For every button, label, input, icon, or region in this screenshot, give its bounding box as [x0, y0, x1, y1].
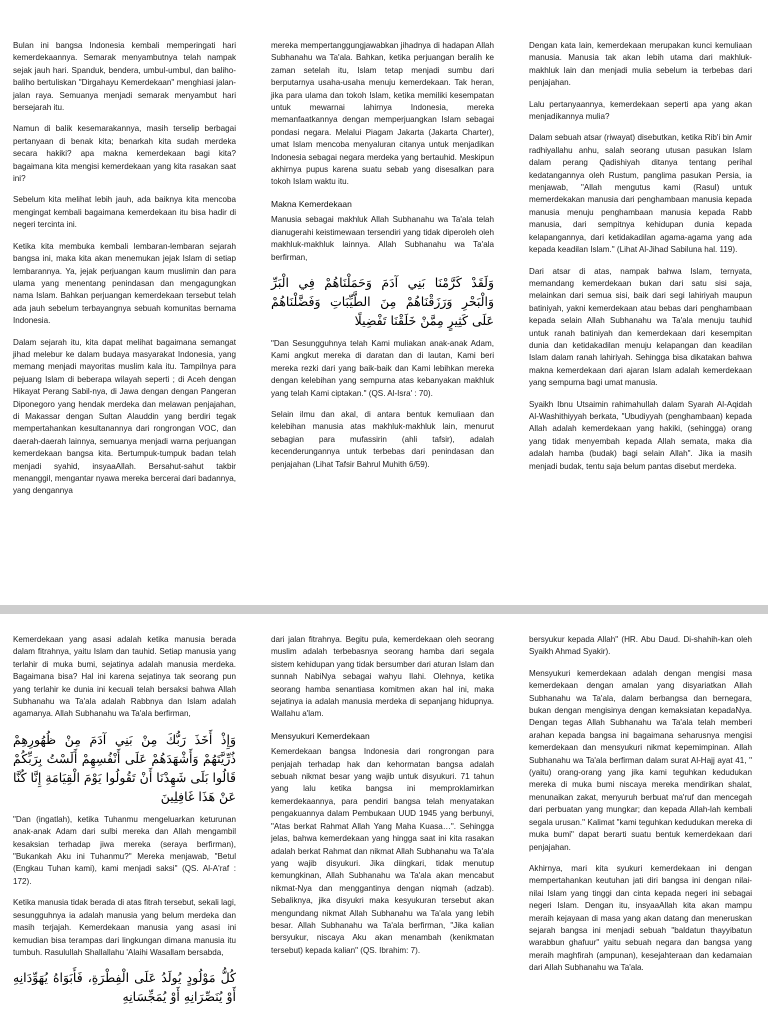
arabic-hadith: كُلُّ مَوْلُودٍ يُولَدُ عَلَى الْفِطْرَةِ، فَأَبَوَاهُ يُهَوِّدَانِهِ أَوْ يُنَصِّرَانِهِ أَوْ يُمَجِّسَانِهِ: [13, 970, 236, 1005]
text-column-2: [271, 634, 494, 966]
paragraph: Manusia sebagai makhluk Allah Subhanahu wa Ta'ala telah dianugerahi keistimewaan tersendiri yang tidak diperoleh oleh makhluk-makhluk lainnya. Allah Subhanahu wa Ta'ala berfirman,: [271, 215, 494, 262]
paragraph: Akhirnya, mari kita syukuri kemerdekaan ini dengan mempertahankan keutuhan jati diri bangsa ini dengan nilai-nilai Islam yang tinggi dan cinta kepada negeri ini sebagai negeri Islam. Dengan itu, insyaaAllah kita akan mampu meraih kejayaan di masa yang akan datang dan meneruskan sejarah bangsa ini menjadi sebuah "baldatun thayyibatun warabbun ghafuur" yaitu sebuah negara dan bangsa yang meraih maghfirah (ampunan), kesejahteraan dan kedamaian dari Allah Subhanahu wa Ta'ala.: [529, 863, 752, 973]
text-column-3: [529, 634, 752, 984]
paragraph: Dengan kata lain, kemerdekaan merupakan kunci kemuliaan manusia. Manusia tak akan lebih utama dari makhluk-makhluk lain dan menjadi mulia sebelum ia terbebas dari penjajahan.: [529, 41, 752, 88]
paragraph: Ketika kita membuka kembali lembaran-lembaran sejarah bangsa ini, maka kita akan menemukan jejak Islam di setiap lembarannya. Ya, jejak perjuangan kaum muslimin dan para ulama yang menentang penindasan dan mengagungkan nama Islam. Bahkan perjuangan kemerdekaan tersebut telah ada jauh sebelum terbayangnya sebuah komunitas bernama Indonesia.: [13, 241, 236, 326]
text-column-3: [529, 40, 752, 482]
text-column-2: [271, 40, 494, 480]
paragraph: Dari atsar di atas, nampak bahwa Islam, ternyata, memandang kemerdekaan bukan dari satu sisi saja, melainkan dari semua sisi, baik dari segi lahiriyah maupun batiniyah, yakni kemerdekaan atau bebas dari penghambaan kepada selain Allah Subhanahu wa Ta'ala menuju tauhid untuk ranah batiniyah dan kemerdekaan dari kesempitan dunia dan ketidakadilan menuju kelapangan dan keadilan Islam dalam ranah lahiriyah. Sehingga bisa dikatakan bahwa makna kemerdekaan dari ajaran Islam adalah kemerdekaan yang sempurna bagi umat manusia.: [529, 266, 752, 388]
paragraph: bersyukur kepada Allah" (HR. Abu Daud. Di-shahih-kan oleh Syaikh Ahmad Syakir).: [529, 635, 752, 657]
text-column-1: [13, 634, 236, 1014]
paragraph: Syaikh Ibnu Utsaimin rahimahullah dalam Syarah Al-Aqidah Al-Washithiyyah berkata, "Ubudiyyah (penghambaan) kepada Allah adalah kemerdekaan yang hakiki, (sehingga) orang yang tidak menyembah kepada Allah semata, maka dia adalah hamba (budak) bagi selain Allah". Jika ia masih menjadi budak, tentu saja belum pantas disebut merdeka.: [529, 399, 752, 471]
paragraph: Namun di balik kesemarakannya, masih terselip berbagai pertanyaan di benak kita; benarkah kita sudah merdeka secara hakiki? apa makna kemerdekaan bagi kita? bagaimana kita mengisi kemerdekaan yang kita rasakan saat ini?: [13, 124, 236, 184]
paragraph: Mensyukuri kemerdekaan adalah dengan mengisi masa kemerdekaan dengan amalan yang disyariatkan Allah Subhanahu wa Ta'ala, dalam berbangsa dan bernegara, bukan dengan mengisinya dengan kemaksiatan kepadaNya. Dengan tegas Allah Subhanahu wa Ta'ala telah memberi arahan kepada bangsa ini bagaimana seharusnya mengisi kemerdekaan dan mensyukuri nikmat kepemimpinan. Allah Subhanahu wa Ta'ala berfirman dalam surat Al-Hajj ayat 41, "(yaitu) orang-orang yang jika kami teguhkan kedudukan mereka di muka bumi niscaya mereka mendirikan shalat, menunaikan zakat, menyuruh berbuat ma'ruf dan mencegah dari perbuatan yang mungkar; dan kepada Allah-lah kembali segala urusan." Kalimat "kami teguhkan kedudukan mereka di muka bumi" dapat berarti suatu bentuk kemerdekaan dari penjajahan.: [529, 668, 752, 852]
paragraph: Dalam sejarah itu, kita dapat melihat bagaimana semangat jihad melebur ke dalam budaya masyarakat Indonesia, yang memang menjadi mayoritas muslim kala itu. Tampilnya para pejuang Islam di beberapa wilayah seperti ; di Aceh dengan Hikayat Perang Sabil-nya, di Jawa dengan dengan Pangeran Diponegoro yang hendak merdeka dan melawan penjajahan, di Makassar dengan Sultan Alauddin yang berdiri tegak mempertahankan kesultanannya dari rongrongan VOC, dan daerah-daerah lainnya, semuanya menjadi warna perjuangan kemerdekaan bangsa kita. Bertumpuk-tumpuk badan telah menjadi syahid, insyaaAllah. Bersahut-sahut takbir menanggil, mengantar nyawa mereka bercerai dari badannya, yang dengannya: [13, 337, 236, 496]
paragraph: Selain ilmu dan akal, di antara bentuk kemuliaan dan kelebihan manusia atas makhluk-makhluk lain, menurut sebagian para mufassirin (ahli tafsir), adalah kecenderungannya untuk terbebas dari penindasan dan penjajahan (Lihat Tafsir Bahrul Muhith 6/59).: [271, 409, 494, 469]
paragraph: Ketika manusia tidak berada di atas fitrah tersebut, sekali lagi, sesungguhnya ia adalah manusia yang belum merdeka dan masih terjajah. Kemerdekaan manusia yang asasi ini kemudian bisa terampas dari lingkungan dimana manusia itu tumbuh. Rasulullah Shallallahu 'Alaihi Wasallam bersabda,: [13, 898, 236, 957]
paragraph: Sebelum kita melihat lebih jauh, ada baiknya kita mencoba mengingat kembali bagaimana kemerdekaan itu bisa hadir di negeri tercinta ini.: [13, 195, 236, 230]
quote-translation: "Dan (ingatlah), ketika Tuhanmu mengeluarkan keturunan anak-anak Adam dari sulbi mereka dan Allah mengambil kesaksian terhadap jiwa mereka (seraya berfirman), "Bukankah Aku ini Tuhanmu?" Mereka menjawab, "Betul (Engkau Tuhan kami), kami menjadi saksi" (QS. Al-A'raf : 172).: [13, 814, 236, 886]
paragraph: Dalam sebuah atsar (riwayat) disebutkan, ketika Rib'i bin Amir radhiyallahu anhu, salah seorang utusan pasukan Islam dalam perang Qadishiyah ditanya tentang perihal kedatangannya oleh Rustum, panglima pasukan Persia, ia menjawab, "Allah mengutus kami (Rasul) untuk memerdekakan manusia dari penghambaan manusia kepada manusia menuju penghambaan manusia kepada Rabb manusia, dari sempitnya kehidupan dunia kepada kelapangannya, dari ketidakadilan agama-agama yang ada kepada keadilan Islam." (Lihat Al-Jihad Sabiluna hal. 119).: [529, 133, 752, 255]
arabic-verse: وَلَقَدْ كَرَّمْنَا بَنِي آدَمَ وَحَمَلْنَاهُمْ فِي الْبَرِّ وَالْبَحْرِ وَرَزَقْنَاهُمْ مِنَ الطَّيِّبَاتِ وَفَضَّلْنَاهُمْ عَلَى كَثِيرٍ مِمَّنْ خَلَقْنَا تَفْضِيلًا: [271, 274, 494, 328]
paragraph: mereka mempertanggungjawabkan jihadnya di hadapan Allah Subhanahu wa Ta'ala. Bahkan, ketika perjuangan beralih ke zaman setelah itu, Islam tetap menjadi sumbu dari berputarnya usaha-usaha menuju kemerdekaan. Tak heran, jika para ulama dan tokoh Islam, ketika memiliki kesempatan untuk mewarnai lahirnya Indonesia, mereka memanfaatkannya dengan memperjuangkan Islam sebagai pondasi negara. Melalui Piagam Jakarta (Jakarta Charter), umat Islam mencoba menyaluran citanya untuk menjadikan Indonesia sebagai negara merdeka yang bertauhid. Meskipun akhirnya pupus karena suatu sebab yang disesalkan para tokoh Islam waktu itu.: [271, 41, 494, 187]
quote-translation: "Dan Sesungguhnya telah Kami muliakan anak-anak Adam, Kami angkut mereka di daratan dan di lautan, Kami beri mereka rezki dari yang baik-baik dan Kami lebihkan mereka dengan kelebihan yang sempurna atas kebanyakan makhluk yang telah Kami ciptakan." (QS. Al-Isra' : 70).: [271, 338, 494, 398]
page-separator: [0, 605, 768, 614]
paragraph: dari jalan fitrahnya. Begitu pula, kemerdekaan oleh seorang muslim adalah terbebasnya seorang hamba dari segala sistem kehidupan yang tidak bersumber dari aturan Islam dan sunnah NabiNya sebagai wahyu Ilahi. Olehnya, ketika seorang hamba senantiasa komitmen akan hal ini, maka sejatinya ia adalah manusia merdeka di sepanjang hidupnya. Wallahu a'lam.: [271, 635, 494, 719]
section-heading: Makna Kemerdekaan: [271, 198, 352, 209]
paragraph: Bulan ini bangsa Indonesia kembali memperingati hari kemerdekaannya. Semarak menyambutnya telah nampak sejak jauh hari. Spanduk, bendera, umbul-umbul, dan baliho-baliho bertuliskan "Dirgahayu Kemerdekaan" menghiasi jalan-jalan raya. Semuanya menjadi semarak menyambut hari bersejarah itu.: [13, 41, 236, 113]
paragraph: Lalu pertanyaannya, kemerdekaan seperti apa yang akan menjadikannya mulia?: [529, 99, 752, 122]
document-page-bottom: [0, 614, 768, 1024]
arabic-verse: وَإِذْ أَخَذَ رَبُّكَ مِنْ بَنِي آدَمَ مِنْ ظُهُورِهِمْ ذُرِّيَّتَهُمْ وَأَشْهَدَهُمْ عَلَى أَنْفُسِهِمْ أَلَسْتُ بِرَبِّكُمْ قَالُوا بَلَى شَهِدْنَا أَنْ تَقُولُوا يَوْمَ الْقِيَامَةِ إِنَّا كُنَّا عَنْ هَذَا غَافِلِينَ: [13, 731, 236, 804]
paragraph: Kemerdekaan bangsa Indonesia dari rongrongan para penjajah terhadap hak dan kehormatan bangsa adalah sebuah nikmat besar yang wajib untuk disyukuri. 71 tahun yang lalu ketika bangsa ini memproklamirkan kemerdekaannya, para pendiri bangsa telah menyatakan pengakuannya dalam Pembukaan UUD 1945 yang berbunyi, "Atas berkat Rahmat Allah Yang Maha Kuasa…". Sehingga jelas, bahwa kemerdekaan yang hingga saat ini kita rasakan adalah berkat Rahmat dan nikmat Allah Subhanahu wa Ta'ala yang wajib disyukuri. Jika diingkari, tidak menutup kemungkinan, Allah Subhanahu wa Ta'ala akan mencabut nikmat-Nya dan menggantinya dengan niqmah (adzab). Sebaliknya, jika disyukri maka kesyukuran tersebut akan mengundang nikmat Allah Subhanahu wa Ta'ala yang lebih besar. Allah Subhanahu wa Ta'ala berfirman, "Jika kalian bersyukur, niscaya Aku akan menambah (kenikmatan tersebut) kepada kalian" (QS. Ibrahim: 7).: [271, 747, 494, 955]
text-column-1: [13, 40, 236, 507]
section-heading: Mensyukuri Kemerdekaan: [271, 730, 370, 741]
paragraph: Kemerdekaan yang asasi adalah ketika manusia berada dalam fitrahnya, yaitu Islam dan tauhid. Setiap manusia yang terlahir di muka bumi, sejatinya adalah manusia merdeka. Bagaimana bisa? Hal ini karena sejatinya tak seorang pun yang terlahir ke dunia ini kecuali telah bersaksi bahwa Allah Subhanahu wa Ta'ala adalah Rabbnya dan Islam adalah agamanya. Allah Subhanahu wa Ta'ala berfirman,: [13, 635, 236, 719]
